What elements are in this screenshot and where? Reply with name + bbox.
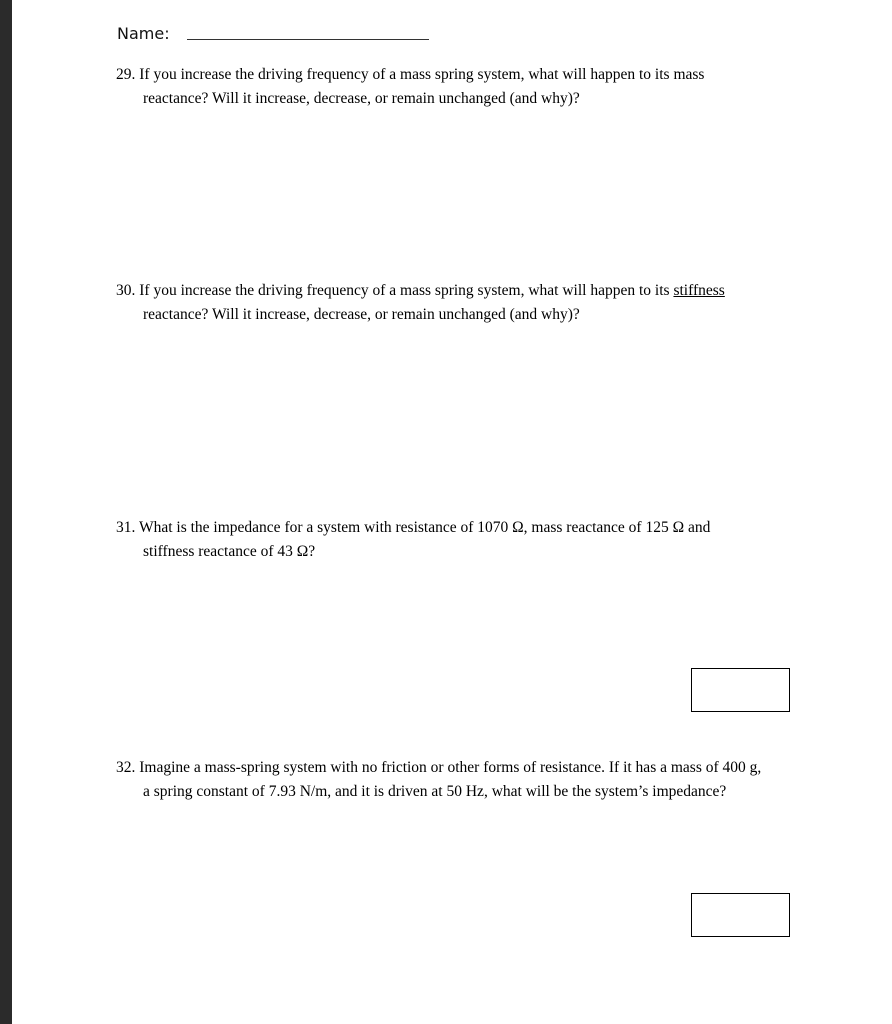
question-29-line-2: reactance? Will it increase, decrease, or remain unchanged (and why)? [143, 90, 580, 107]
question-32-line-1: 32. Imagine a mass-spring system with no friction or other forms of resistance. If it has a mass of 400 g, [116, 759, 762, 776]
name-label: Name: [117, 24, 170, 43]
question-31-line-2: stiffness reactance of 43 Ω? [143, 543, 316, 560]
question-32 [116, 756, 816, 804]
answer-box-31[interactable] [691, 668, 790, 712]
question-31-line-1: 31. What is the impedance for a system with resistance of 1070 Ω, mass reactance of 125 Ω and [116, 519, 711, 536]
question-30-line-1 [116, 279, 816, 303]
question-31 [116, 516, 816, 564]
question-32-line-2: a spring constant of 7.93 N/m, and it is driven at 50 Hz, what will be the system’s impedance? [143, 783, 727, 800]
question-30-underlined-word: stiffness [673, 282, 725, 299]
question-29-line-1: 29. If you increase the driving frequency of a mass spring system, what will happen to its mass [116, 66, 705, 83]
answer-box-32[interactable] [691, 893, 790, 937]
question-30 [116, 279, 816, 327]
question-30-line-2: reactance? Will it increase, decrease, or remain unchanged (and why)? [143, 306, 580, 323]
question-30-line-1-text: 30. If you increase the driving frequency of a mass spring system, what will happen to its [116, 282, 674, 299]
question-29 [116, 63, 816, 111]
name-blank-line[interactable] [187, 39, 429, 40]
worksheet-page [12, 0, 892, 1024]
